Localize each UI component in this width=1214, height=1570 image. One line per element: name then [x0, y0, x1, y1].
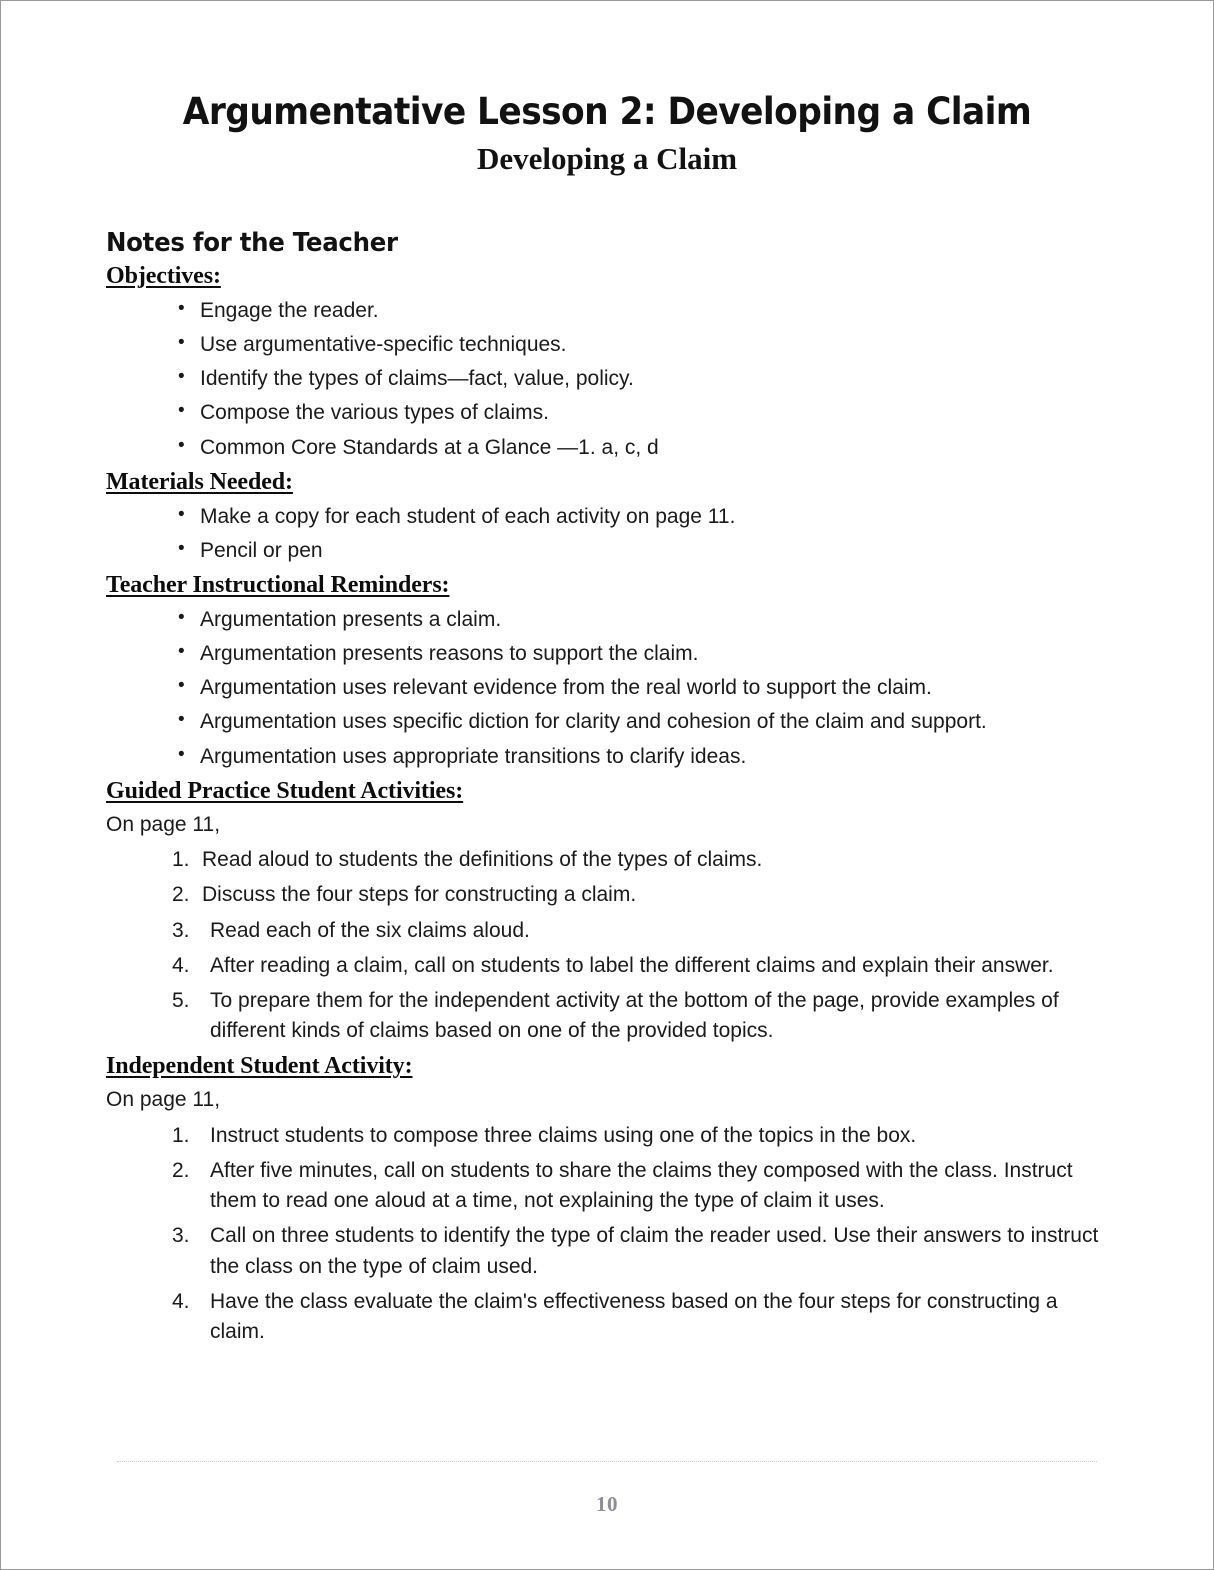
list-item-number: 5.	[172, 989, 190, 1012]
list-item: • Argumentation uses specific diction for clarity and cohesion of the claim and support.	[106, 707, 1103, 737]
document-body	[1, 228, 1213, 1347]
independent-activity-list	[106, 1121, 1103, 1348]
objectives-heading: Objectives:	[106, 262, 221, 289]
list-item: • Use argumentative-specific techniques.	[106, 330, 1103, 360]
list-item-number: 3.	[172, 918, 190, 942]
teacher-instructional-reminders-heading: Teacher Instructional Reminders:	[106, 572, 450, 599]
list-item-text: Read each of the six claims aloud.	[210, 918, 530, 942]
list-item-text: After reading a claim, call on students to label the different claims and explain their answer.	[210, 953, 1054, 977]
list-item: • Argumentation uses appropriate transitions to clarify ideas.	[106, 742, 1103, 772]
page-footer	[1, 1461, 1213, 1517]
list-item-number: 2.	[172, 883, 190, 907]
list-item: • Pencil or pen	[106, 536, 1103, 566]
list-item-text: Instruct students to compose three claims using one of the topics in the box.	[210, 1123, 917, 1147]
guided-practice-list	[106, 845, 1103, 1046]
list-item-number: 2.	[172, 1158, 190, 1182]
list-item-text: To prepare them for the independent activity at the bottom of the page, provide examples of different kinds of claims based on one of the provided topics.	[210, 989, 1059, 1043]
guided-practice-heading: Guided Practice Student Activities:	[106, 777, 464, 804]
guided-practice-intro: On page 11,	[106, 812, 221, 836]
list-item	[106, 1221, 1103, 1281]
materials-needed-heading: Materials Needed:	[106, 468, 293, 495]
list-item: • Argumentation presents a claim.	[106, 605, 1103, 635]
independent-student-activity-heading: Independent Student Activity:	[106, 1053, 413, 1080]
list-item-text: Discuss the four steps for constructing a claim.	[202, 883, 637, 907]
list-item-text: Read aloud to students the definitions of the types of claims.	[202, 848, 763, 872]
list-item	[106, 1121, 1103, 1151]
list-item	[106, 880, 1103, 910]
objectives-list	[106, 296, 1103, 463]
list-item-number: 4.	[172, 953, 190, 977]
list-item	[106, 916, 1103, 946]
list-item-number: 1.	[172, 848, 190, 872]
list-item-number: 4.	[172, 1289, 190, 1313]
list-item: • Argumentation uses relevant evidence from the real world to support the claim.	[106, 673, 1103, 703]
list-item-text: After five minutes, call on students to share the claims they composed with the class. Instruct them to read one aloud at a time, not explaining the type of claim it uses.	[210, 1158, 1073, 1213]
list-item: • Common Core Standards at a Glance —1. a, c, d	[106, 433, 1103, 463]
list-item	[106, 1287, 1103, 1347]
list-item: • Compose the various types of claims.	[106, 398, 1103, 428]
notes-for-the-teacher-heading: Notes for the Teacher	[106, 227, 398, 258]
list-item: • Make a copy for each student of each activity on page 11.	[106, 502, 1103, 532]
footer-divider	[117, 1461, 1097, 1462]
list-item-number: 3.	[172, 1224, 190, 1248]
independent-activity-intro: On page 11,	[106, 1088, 221, 1112]
list-item-text: Have the class evaluate the claim's effectiveness based on the four steps for constructing a claim.	[210, 1289, 1058, 1344]
page-title: Argumentative Lesson 2: Developing a Claim	[182, 90, 1032, 133]
list-item	[106, 845, 1103, 875]
list-item: • Argumentation presents reasons to support the claim.	[106, 639, 1103, 669]
list-item	[106, 986, 1103, 1046]
list-item-text: Call on three students to identify the type of claim the reader used. Use their answers to instruct the class on the type of claim used.	[210, 1224, 1099, 1278]
page-number: 10	[596, 1492, 618, 1516]
list-item: • Engage the reader.	[106, 296, 1103, 326]
list-item	[106, 1156, 1103, 1216]
teacher-instructional-reminders-list	[106, 605, 1103, 772]
page-subtitle: Developing a Claim	[476, 140, 738, 176]
materials-needed-list	[106, 502, 1103, 566]
list-item: • Identify the types of claims—fact, value, policy.	[106, 364, 1103, 394]
list-item-number: 1.	[172, 1123, 190, 1147]
title-block	[1, 90, 1213, 176]
list-item	[106, 951, 1103, 981]
